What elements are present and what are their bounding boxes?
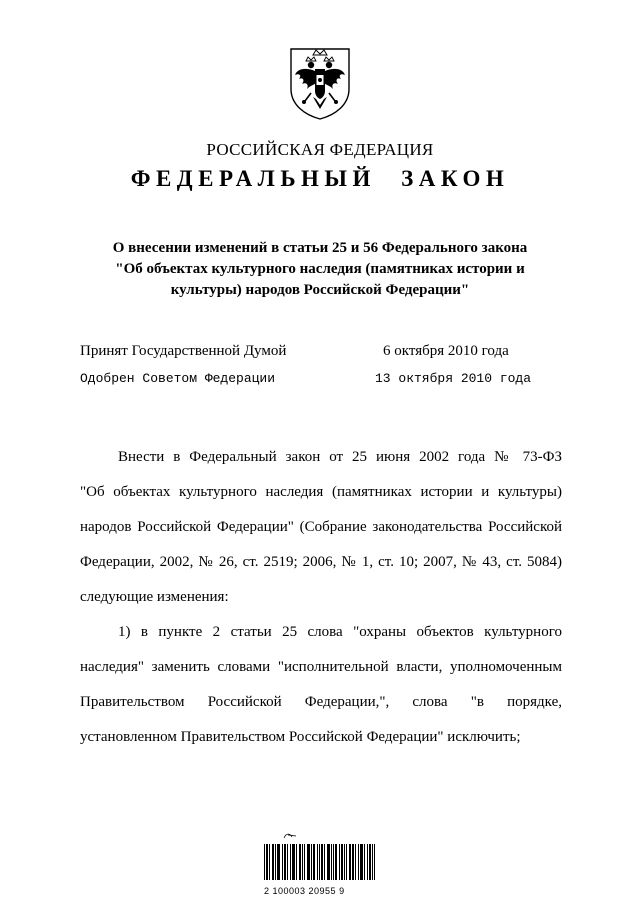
barcode-bar <box>350 844 351 880</box>
barcode-bar <box>331 844 332 880</box>
body-line: народов Российской Федерации" (Собрание законодательства Российской <box>80 519 562 535</box>
barcode <box>264 826 376 896</box>
barcode-bar <box>275 844 276 880</box>
barcode-bar <box>374 844 375 880</box>
barcode-bar <box>333 844 334 880</box>
barcode-bar <box>277 844 278 880</box>
barcode-bar <box>272 844 273 880</box>
barcode-bar <box>314 844 315 880</box>
approved-date: 13 октября 2010 года <box>375 371 532 386</box>
approved-label: Одобрен Советом Федерации <box>80 371 276 386</box>
barcode-bar <box>317 844 318 880</box>
barcode-bar <box>364 844 365 880</box>
barcode-bar <box>313 844 314 880</box>
barcode-bar <box>296 844 297 880</box>
barcode-bar <box>266 844 267 880</box>
barcode-bar <box>367 844 368 880</box>
barcode-bar <box>299 844 300 880</box>
barcode-bar <box>339 844 340 880</box>
body-line: "Об объектах культурного наследия (памятниках истории и культуры) <box>80 484 562 500</box>
body-line: следующие изменения: <box>80 589 229 605</box>
country-heading: РОССИЙСКАЯ ФЕДЕРАЦИЯ <box>206 140 434 159</box>
barcode-bar <box>293 844 294 880</box>
barcode-bar <box>279 844 280 880</box>
barcode-bar <box>285 844 286 880</box>
barcode-bar <box>327 844 328 880</box>
barcode-bar <box>344 844 345 880</box>
barcode-bar <box>336 844 337 880</box>
barcode-bar <box>329 844 330 880</box>
barcode-bar <box>370 844 371 880</box>
title-line: "Об объектах культурного наследия (памятниках истории и <box>115 261 525 277</box>
barcode-bar <box>358 844 359 880</box>
adopted-date: 6 октября 2010 года <box>383 343 509 359</box>
barcode-number: 2 100003 20955 9 <box>264 886 345 896</box>
barcode-bar <box>307 844 308 880</box>
barcode-bar <box>292 844 293 880</box>
barcode-bar <box>353 844 354 880</box>
barcode-bar <box>335 844 336 880</box>
body-line: Федерации, 2002, № 26, ст. 2519; 2006, № 1, ст. 10; 2007, № 43, ст. 5084) <box>80 554 562 570</box>
body-line: Правительством Российской Федерации,", слова "в порядке, <box>80 694 562 710</box>
barcode-bar <box>302 844 303 880</box>
barcode-bar <box>282 844 283 880</box>
barcode-bar <box>372 844 373 880</box>
barcode-bar <box>311 844 312 880</box>
barcode-bar <box>319 844 320 880</box>
barcode-bar <box>324 844 325 880</box>
coat-of-arms-emblem <box>287 45 353 121</box>
barcode-bar <box>360 844 361 880</box>
barcode-bar <box>309 844 310 880</box>
adopted-label: Принят Государственной Думой <box>80 343 287 359</box>
barcode-bar <box>264 844 265 880</box>
body-line: установленном Правительством Российской Федерации" исключить; <box>80 729 521 745</box>
barcode-bar <box>287 844 288 880</box>
barcode-bar <box>304 844 305 880</box>
barcode-bar <box>342 844 343 880</box>
barcode-mark-icon <box>264 831 376 839</box>
barcode-bar <box>341 844 342 880</box>
barcode-bar <box>349 844 350 880</box>
barcode-bar <box>328 844 329 880</box>
law-type-heading: ФЕДЕРАЛЬНЫЙ ЗАКОН <box>130 166 510 191</box>
barcode-bar <box>308 844 309 880</box>
barcode-bar <box>355 844 356 880</box>
barcode-bar <box>362 844 363 880</box>
barcode-bar <box>346 844 347 880</box>
barcode-bar <box>278 844 279 880</box>
barcode-bar <box>352 844 353 880</box>
barcode-bar <box>294 844 295 880</box>
body-line: Внести в Федеральный закон от 25 июня 2002 года № 73-ФЗ <box>118 449 562 465</box>
barcode-bar <box>369 844 370 880</box>
barcode-bar <box>361 844 362 880</box>
barcode-bar <box>269 844 270 880</box>
barcode-bar <box>267 844 268 880</box>
title-line: О внесении изменений в статьи 25 и 56 Федерального закона <box>112 240 528 256</box>
barcode-bar <box>322 844 323 880</box>
body-line: наследия" заменить словами "исполнительной власти, уполномоченным <box>80 659 562 675</box>
barcode-bar <box>321 844 322 880</box>
law-body <box>80 446 562 761</box>
barcode-bars <box>264 844 376 880</box>
law-title <box>80 238 560 301</box>
barcode-bar <box>284 844 285 880</box>
barcode-bar <box>300 844 301 880</box>
barcode-bar <box>273 844 274 880</box>
title-line: культуры) народов Российской Федерации" <box>170 282 470 298</box>
barcode-bar <box>290 844 291 880</box>
body-line: 1) в пункте 2 статьи 25 слова "охраны объектов культурного <box>118 624 562 640</box>
